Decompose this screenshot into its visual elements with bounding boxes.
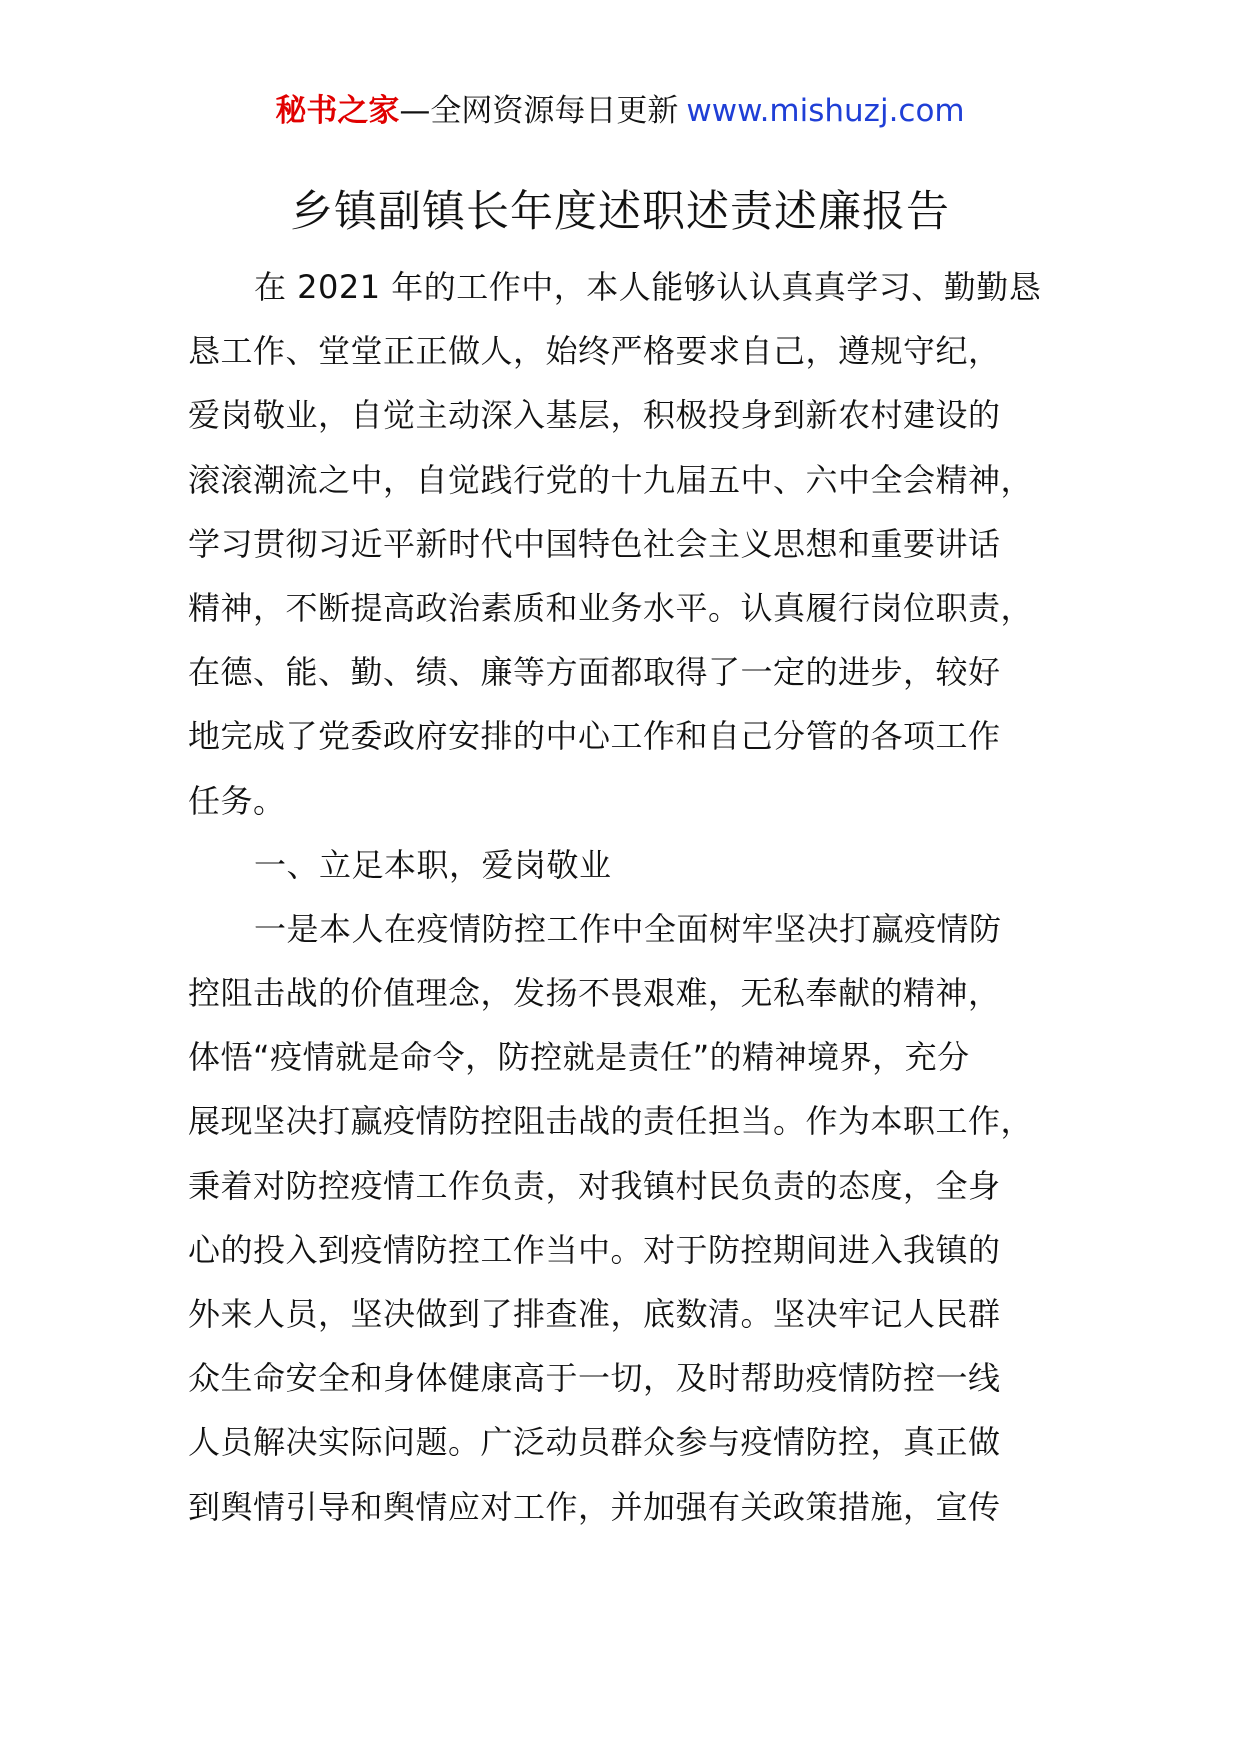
paragraph-line: 精神，不断提高政治素质和业务水平。认真履行岗位职责，: [188, 588, 1034, 627]
paragraph-line: 地完成了党委政府安排的中心工作和自己分管的各项工作: [188, 717, 1001, 756]
paragraph-line: 众生命安全和身体健康高于一切，及时帮助疫情防控一线: [188, 1359, 1001, 1398]
paragraph-line: 外来人员，坚决做到了排查准，底数清。坚决牢记人民群: [188, 1295, 1001, 1333]
paragraph-line: 秉着对防控疫情工作负责，对我镇村民负责的态度，全身: [188, 1166, 1001, 1205]
website-url[interactable]: www.mishuzj.com: [686, 93, 965, 129]
document-title: 乡镇副镇长年度述职述责述廉报告: [290, 187, 950, 237]
document-body: [188, 255, 1068, 1539]
paragraph-line: 展现坚决打赢疫情防控阻击战的责任担当。作为本职工作，: [188, 1102, 1034, 1141]
brand-name: 秘书之家: [275, 93, 400, 129]
paragraph-line: 滚滚潮流之中，自觉践行党的十九届五中、六中全会精神，: [188, 460, 1034, 499]
paragraph-line: 心的投入到疫情防控工作当中。对于防控期间进入我镇的: [188, 1230, 1001, 1269]
paragraph-line: 爱岗敬业，自觉主动深入基层，积极投身到新农村建设的: [188, 396, 1001, 435]
section-heading: 一、立足本职，爱岗敬业: [254, 845, 612, 884]
paragraph-line: 一是本人在疫情防控工作中全面树牢坚决打赢疫情防: [254, 909, 1002, 948]
header-tagline: —全网资源每日更新: [399, 93, 679, 129]
paragraph-line: 到舆情引导和舆情应对工作，并加强有关政策措施，宣传: [188, 1487, 1001, 1526]
paragraph-line: 体悟“疫情就是命令，防控就是责任”的精神境界，充分: [188, 1038, 970, 1077]
paragraph-line: 控阻击战的价值理念，发扬不畏艰难，无私奉献的精神，: [188, 974, 1001, 1013]
paragraph-line: 恳工作、堂堂正正做人，始终严格要求自己，遵规守纪，: [188, 332, 1001, 371]
paragraph-line: 在德、能、勤、绩、廉等方面都取得了一定的进步，较好: [188, 653, 1001, 692]
paragraph-line: 任务。: [188, 781, 286, 820]
paragraph-line: 人员解决实际问题。广泛动员群众参与疫情防控，真正做: [188, 1423, 1001, 1462]
paragraph-line: 学习贯彻习近平新时代中国特色社会主义思想和重要讲话: [188, 524, 1001, 563]
paragraph-line: 在 2021 年的工作中，本人能够认认真真学习、勤勤恳: [254, 268, 1042, 306]
site-header: [0, 86, 1240, 136]
